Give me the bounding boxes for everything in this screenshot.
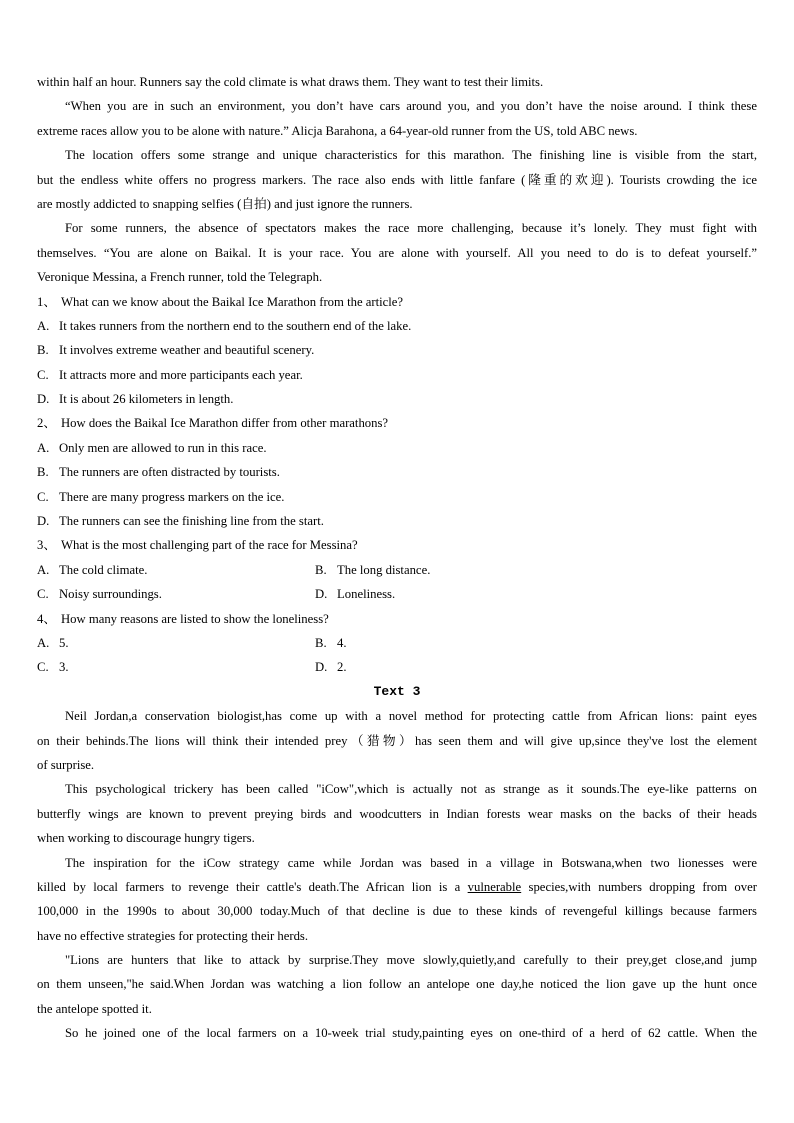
text3-line: Neil Jordan,a conservation biologist,has come up with a novel method for protecting cattle from African lions: paint eyes (65, 709, 757, 724)
question-2-option-d (37, 509, 757, 533)
text3-line-with-underline (37, 875, 757, 899)
passage-line: are mostly addicted to snapping selfies (自拍) and just ignore the runners. (37, 196, 413, 211)
question-3-options-row (37, 582, 757, 606)
question-4 (37, 607, 757, 631)
option-label: C. (37, 660, 49, 675)
question-2-option-c (37, 485, 757, 509)
option-label: A. (37, 562, 50, 577)
text3-line: of surprise. (37, 757, 95, 772)
passage-line: but the endless white offers no progress markers. The race also ends with little fanfare (隆重的欢迎). Tourists crowding the ice (37, 172, 757, 187)
text3-line: butterfly wings are known to prevent preying birds and woodcutters in Indian forests wear masks on the backs of their heads (37, 806, 757, 821)
text3-line: have no effective strategies for protecting their herds. (37, 928, 309, 943)
question-number: 4、 (37, 611, 57, 626)
question-1-option-a (37, 314, 757, 338)
option-label: B. (37, 465, 49, 480)
option-text: 2. (337, 660, 347, 675)
passage-line: within half an hour. Runners say the cold climate is what draws them. They want to test their limits. (37, 75, 544, 89)
option-label: C. (37, 587, 49, 602)
text3-line: when working to discourage hungry tigers. (37, 831, 255, 846)
question-3-option-a (37, 558, 315, 582)
text3-line: the antelope spotted it. (37, 1001, 152, 1016)
option-text: It attracts more and more participants each year. (59, 367, 303, 382)
option-label: D. (37, 514, 50, 529)
text3-line: 100,000 in the 1990s to about 30,000 today.Much of that decline is due to these kinds of revengeful killings because farmers (37, 904, 757, 919)
question-1-option-d (37, 387, 757, 411)
option-text: The runners are often distracted by tourists. (59, 465, 280, 480)
option-label: B. (37, 343, 49, 358)
question-2 (37, 411, 757, 435)
option-label: D. (315, 660, 328, 675)
text3-heading: Text 3 (373, 683, 421, 699)
option-text: The cold climate. (59, 562, 148, 577)
question-3-option-c (37, 582, 315, 606)
question-text: How does the Baikal Ice Marathon differ from other marathons? (61, 416, 389, 431)
text3-line: So he joined one of the local farmers on a 10-week trial study,painting eyes on one-third of a herd of 62 cattle. When the (65, 1026, 757, 1041)
question-4-option-a (37, 631, 315, 655)
passage-line: Veronique Messina, a French runner, told the Telegraph. (37, 270, 323, 285)
passage-line: “When you are in such an environment, you don’t have cars around you, and you don’t have the noise around. I think these (65, 99, 757, 114)
passage-line: The location offers some strange and unique characteristics for this marathon. The finishing line is visible from the start, (65, 148, 757, 163)
option-text: 5. (59, 635, 69, 650)
option-label: C. (37, 367, 49, 382)
question-2-option-b (37, 460, 757, 484)
passage-line: extreme races allow you to be alone with nature.” Alicja Barahona, a 64-year-old runner from the US, told ABC news. (37, 123, 638, 138)
question-number: 1、 (37, 294, 57, 309)
underlined-term: vulnerable (467, 879, 522, 894)
option-label: C. (37, 489, 49, 504)
passage-line: For some runners, the absence of spectators makes the race more challenging, because it’s lonely. They must fight with (65, 221, 757, 236)
question-text: What can we know about the Baikal Ice Marathon from the article? (61, 294, 404, 309)
question-4-option-d (315, 660, 347, 674)
question-3-option-d (315, 587, 395, 601)
text3-line: "Lions are hunters that like to attack by surprise.They move slowly,quietly,and carefully to their prey,get close,and jump (65, 953, 757, 968)
text3-line: The inspiration for the iCow strategy came while Jordan was based in a village in Botswana,when two lionesses were (65, 855, 757, 870)
option-text: There are many progress markers on the ice. (59, 489, 285, 504)
question-4-options-row (37, 631, 757, 655)
option-text: 3. (59, 660, 69, 675)
question-4-option-b (315, 636, 347, 650)
option-label: B. (315, 635, 327, 650)
option-label: B. (315, 562, 327, 577)
text3-line: on them unseen,"he said.When Jordan was watching a lion follow an antelope one day,he noticed the lion gave up the hunt once (37, 977, 757, 992)
question-3-options-row (37, 558, 757, 582)
option-label: A. (37, 635, 50, 650)
question-text: How many reasons are listed to show the loneliness? (61, 611, 329, 626)
option-text: The long distance. (337, 562, 431, 577)
question-number: 2、 (37, 416, 57, 431)
question-2-option-a (37, 436, 757, 460)
question-1-option-b (37, 338, 757, 362)
option-text: Noisy surroundings. (59, 587, 162, 602)
text-segment: killed by local farmers to revenge their cattle's death.The African lion is a (37, 879, 468, 894)
option-text: 4. (337, 635, 347, 650)
option-label: A. (37, 440, 50, 455)
option-label: A. (37, 318, 50, 333)
question-4-option-c (37, 655, 315, 679)
option-label: D. (37, 392, 50, 407)
option-text: It is about 26 kilometers in length. (59, 392, 234, 407)
option-text: Only men are allowed to run in this race. (59, 440, 267, 455)
question-text: What is the most challenging part of the race for Messina? (61, 538, 358, 553)
option-text: It involves extreme weather and beautiful scenery. (59, 343, 315, 358)
question-number: 3、 (37, 538, 57, 553)
option-label: D. (315, 587, 328, 602)
question-4-options-row (37, 655, 757, 679)
passage-line: themselves. “You are alone on Baikal. It is your race. You are alone with yourself. All you need to do is to defeat yourself.” (37, 245, 757, 260)
option-text: It takes runners from the northern end to the southern end of the lake. (59, 318, 412, 333)
text3-line: This psychological trickery has been called "iCow",which is actually not as strange as it sounds.The eye-like patterns on (65, 782, 757, 797)
option-text: The runners can see the finishing line from the start. (59, 514, 324, 529)
text3-line: on their behinds.The lions will think their intended prey（猎物）has seen them and will give up,since they've lost the element (37, 733, 757, 748)
question-3-option-b (315, 563, 430, 577)
option-text: Loneliness. (337, 587, 396, 602)
question-1 (37, 290, 757, 314)
question-3 (37, 533, 757, 557)
text-segment: species,with numbers dropping from over (521, 879, 757, 894)
question-1-option-c (37, 363, 757, 387)
